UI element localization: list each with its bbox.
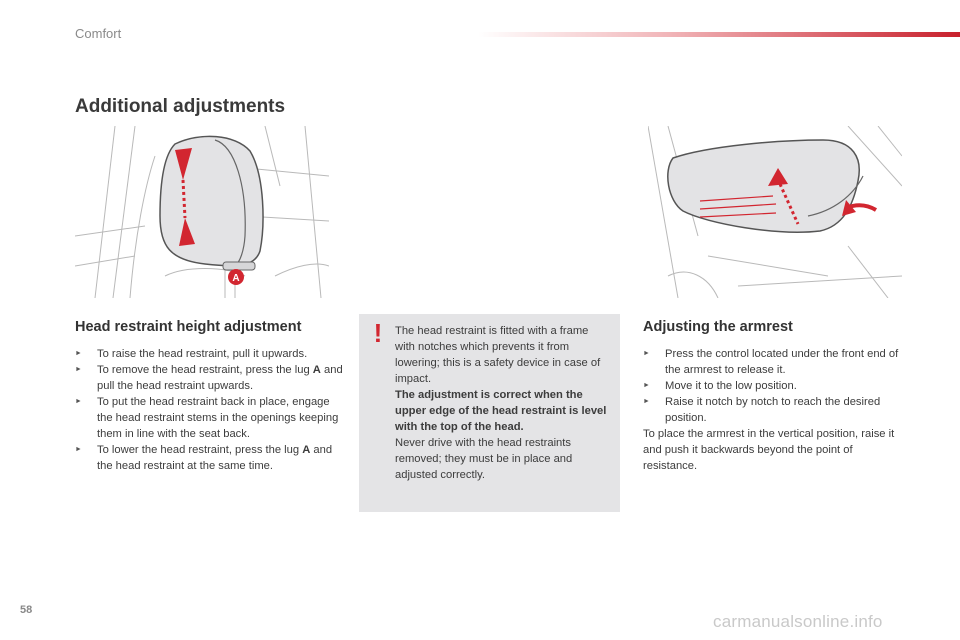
warning-emphasis: The adjustment is correct when the upper edge of the head restraint is level with the top of the head. [395,389,607,433]
section-header: Comfort [75,26,122,41]
headrest-steps [75,346,345,474]
list-item: ► To put the head restraint back in place, engage the head restraint stems in the openings keeping them in line with the seat back. [75,394,345,442]
warning-box [359,314,620,512]
header-accent-bar [478,32,960,37]
warning-text [395,323,609,483]
armrest-column [643,318,905,474]
callout-a-label: A [232,273,240,284]
armrest-diagram-icon [648,126,902,298]
warning-icon: ! [373,318,383,348]
list-item: ► Raise it notch by notch to reach the desired position. [643,394,905,426]
headrest-column [75,318,345,474]
list-item: ► To lower the head restraint, press the lug A and the head restraint at the same time. [75,442,345,474]
page-title: Additional adjustments [75,96,286,117]
armrest-note: To place the armrest in the vertical position, raise it and push it backwards beyond the point of resistance. [643,428,895,472]
armrest-steps [643,346,905,426]
list-item: ► Press the control located under the front end of the armrest to release it. [643,346,905,378]
headrest-diagram-icon [75,126,329,298]
list-item: ► To raise the head restraint, pull it upwards. [75,346,345,362]
armrest-heading: Adjusting the armrest [643,319,793,335]
armrest-illustration [648,126,902,298]
headrest-heading: Head restraint height adjustment [75,319,302,335]
watermark: carmanualsonline.info [713,612,883,631]
list-item: ► To remove the head restraint, press the lug A and pull the head restraint upwards. [75,362,345,394]
warning-intro: The head restraint is fitted with a frame with notches which prevents it from lowering; this is a safety device in case of impact. [395,325,601,385]
headrest-illustration [75,126,329,298]
warning-outro: Never drive with the head restraints removed; they must be in place and adjusted correctly. [395,437,573,481]
list-item: ► Move it to the low position. [643,378,905,394]
page-number: 58 [20,604,33,616]
